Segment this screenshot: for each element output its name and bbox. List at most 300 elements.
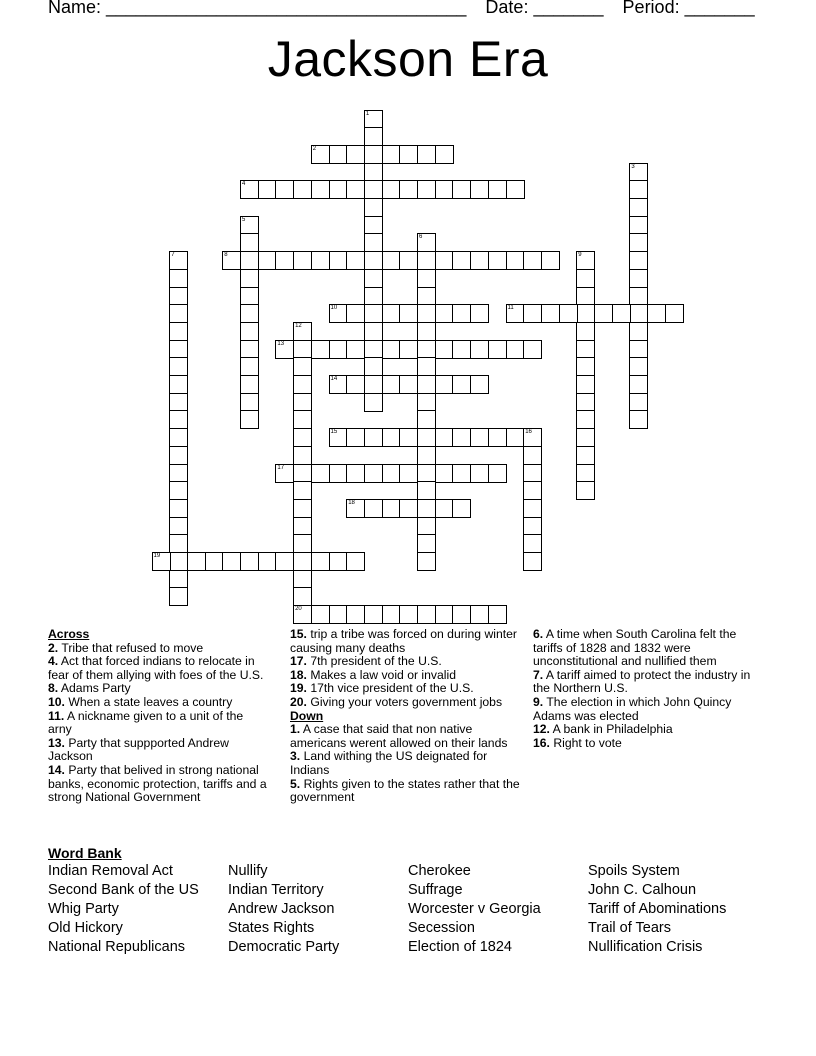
crossword-cell[interactable] bbox=[169, 570, 188, 589]
crossword-cell[interactable] bbox=[506, 251, 525, 270]
puzzle-title: Jackson Era bbox=[267, 31, 549, 87]
clue-number: 2 bbox=[312, 145, 317, 152]
crossword-cell[interactable] bbox=[169, 375, 188, 394]
crossword-cell[interactable] bbox=[541, 251, 560, 270]
crossword-cell[interactable] bbox=[364, 304, 383, 323]
crossword-cell[interactable] bbox=[523, 446, 542, 465]
crossword-cell[interactable] bbox=[258, 180, 277, 199]
crossword-cell[interactable] bbox=[364, 251, 383, 270]
crossword-cell[interactable] bbox=[523, 481, 542, 500]
crossword-cell[interactable] bbox=[452, 304, 471, 323]
clue-number: 6. bbox=[533, 627, 544, 641]
crossword-cell[interactable] bbox=[311, 340, 330, 359]
crossword-cell[interactable] bbox=[382, 251, 401, 270]
crossword-cell[interactable] bbox=[346, 145, 365, 164]
crossword-cell[interactable] bbox=[576, 393, 595, 412]
word-bank-heading: Word Bank bbox=[48, 845, 122, 861]
crossword-cell[interactable] bbox=[417, 287, 436, 306]
crossword-cell[interactable] bbox=[329, 145, 348, 164]
crossword-cell[interactable] bbox=[169, 287, 188, 306]
crossword-cell[interactable] bbox=[435, 428, 454, 447]
crossword-cell[interactable] bbox=[576, 428, 595, 447]
crossword-cell[interactable] bbox=[293, 446, 312, 465]
crossword-cell[interactable] bbox=[506, 304, 525, 323]
clue-text: A nickname given to a unit of the arny bbox=[48, 708, 244, 737]
crossword-cell[interactable] bbox=[382, 180, 401, 199]
crossword-cell[interactable] bbox=[629, 198, 648, 217]
crossword-cell[interactable] bbox=[169, 251, 188, 270]
crossword-cell[interactable] bbox=[576, 340, 595, 359]
crossword-cell[interactable] bbox=[417, 446, 436, 465]
crossword-cell[interactable] bbox=[364, 198, 383, 217]
crossword-cell[interactable] bbox=[346, 552, 365, 571]
clue-item bbox=[48, 682, 268, 696]
crossword-cell[interactable] bbox=[417, 393, 436, 412]
crossword-cell[interactable] bbox=[240, 393, 259, 412]
crossword-cell[interactable] bbox=[417, 145, 436, 164]
crossword-cell[interactable] bbox=[470, 340, 489, 359]
crossword-cell[interactable] bbox=[506, 428, 525, 447]
crossword-cell[interactable] bbox=[576, 304, 595, 323]
period-field[interactable]: Period: _______ bbox=[622, 0, 755, 17]
crossword-cell[interactable] bbox=[240, 375, 259, 394]
crossword-cell[interactable] bbox=[169, 517, 188, 536]
crossword-cell[interactable] bbox=[240, 287, 259, 306]
crossword-cell[interactable] bbox=[311, 180, 330, 199]
crossword-cell[interactable] bbox=[417, 357, 436, 376]
crossword-cell[interactable] bbox=[364, 499, 383, 518]
crossword-cell[interactable] bbox=[629, 393, 648, 412]
crossword-cell[interactable] bbox=[629, 304, 648, 323]
crossword-cell[interactable] bbox=[169, 446, 188, 465]
crossword-cell[interactable] bbox=[417, 340, 436, 359]
crossword-cell[interactable] bbox=[152, 552, 171, 571]
crossword-cell[interactable] bbox=[576, 481, 595, 500]
crossword-cell[interactable] bbox=[452, 180, 471, 199]
date-field[interactable]: Date: _______ bbox=[485, 0, 604, 17]
crossword-cell[interactable] bbox=[222, 251, 241, 270]
clue-item bbox=[533, 628, 765, 669]
crossword-cell[interactable] bbox=[435, 340, 454, 359]
clue-number: 9. bbox=[533, 694, 544, 709]
crossword-cell[interactable] bbox=[417, 464, 436, 483]
crossword-cell[interactable] bbox=[169, 464, 188, 483]
clue-number: 7. bbox=[533, 667, 544, 682]
crossword-cell[interactable] bbox=[240, 304, 259, 323]
word-bank-term: Tariff of Abominations bbox=[588, 901, 727, 917]
clue-text: 7th president of the U.S. bbox=[310, 654, 442, 669]
crossword-cell[interactable] bbox=[346, 605, 365, 624]
word-bank-term: States Rights bbox=[228, 920, 315, 936]
clue-item bbox=[48, 710, 268, 737]
crossword-cell[interactable] bbox=[293, 464, 312, 483]
word-bank-term: National Republicans bbox=[48, 939, 186, 955]
crossword-cell[interactable] bbox=[364, 233, 383, 252]
crossword-cell[interactable] bbox=[364, 216, 383, 235]
clue-text: A time when South Carolina felt the tariffs of 1828 and 1832 were unconstitutional and nullified them bbox=[533, 627, 737, 669]
crossword-cell[interactable] bbox=[488, 340, 507, 359]
crossword-cell[interactable] bbox=[240, 340, 259, 359]
crossword-cell[interactable] bbox=[382, 340, 401, 359]
clue-number: 11. bbox=[48, 708, 65, 723]
crossword-cell[interactable] bbox=[576, 269, 595, 288]
crossword-cell[interactable] bbox=[258, 552, 277, 571]
crossword-cell[interactable] bbox=[629, 251, 648, 270]
crossword-cell[interactable] bbox=[169, 481, 188, 500]
crossword-cell[interactable] bbox=[629, 357, 648, 376]
crossword-cell[interactable] bbox=[576, 357, 595, 376]
crossword-cell[interactable] bbox=[399, 605, 418, 624]
crossword-cell[interactable] bbox=[311, 464, 330, 483]
crossword-cell[interactable] bbox=[576, 446, 595, 465]
crossword-cell[interactable] bbox=[240, 216, 259, 235]
crossword-cell[interactable] bbox=[452, 251, 471, 270]
crossword-cell[interactable] bbox=[293, 393, 312, 412]
crossword-cell[interactable] bbox=[629, 216, 648, 235]
crossword-cell[interactable] bbox=[169, 499, 188, 518]
crossword-cell[interactable] bbox=[293, 605, 312, 624]
crossword-cell[interactable] bbox=[452, 340, 471, 359]
crossword-cell[interactable] bbox=[240, 552, 259, 571]
crossword-cell[interactable] bbox=[435, 499, 454, 518]
crossword-cell[interactable] bbox=[293, 570, 312, 589]
word-bank-term: Spoils System bbox=[588, 863, 680, 879]
crossword-cell[interactable] bbox=[417, 269, 436, 288]
crossword-cell[interactable] bbox=[169, 552, 188, 571]
crossword-cell[interactable] bbox=[169, 304, 188, 323]
crossword-cell[interactable] bbox=[399, 180, 418, 199]
crossword-cell[interactable] bbox=[523, 464, 542, 483]
clues-column-3 bbox=[533, 628, 765, 750]
word-bank-term: Indian Territory bbox=[228, 882, 324, 898]
crossword-cell[interactable] bbox=[559, 304, 578, 323]
crossword-cell[interactable] bbox=[417, 322, 436, 341]
crossword-cell[interactable] bbox=[452, 428, 471, 447]
clue-item bbox=[533, 696, 765, 723]
crossword-cell[interactable] bbox=[417, 233, 436, 252]
crossword-cell[interactable] bbox=[629, 375, 648, 394]
word-bank-term: Indian Removal Act bbox=[48, 863, 173, 879]
clue-number: 1. bbox=[290, 722, 301, 737]
clue-number: 20. bbox=[290, 694, 307, 709]
crossword-cell[interactable] bbox=[205, 552, 224, 571]
clue-number: 19 bbox=[153, 553, 161, 559]
crossword-cell[interactable] bbox=[169, 534, 188, 553]
crossword-cell[interactable] bbox=[169, 340, 188, 359]
crossword-cell[interactable] bbox=[523, 340, 542, 359]
clue-item bbox=[290, 682, 526, 696]
crossword-cell[interactable] bbox=[311, 552, 330, 571]
crossword-cell[interactable] bbox=[364, 287, 383, 306]
crossword-cell[interactable] bbox=[329, 464, 348, 483]
crossword-cell[interactable] bbox=[612, 304, 631, 323]
crossword-cell[interactable] bbox=[275, 552, 294, 571]
crossword-cell[interactable] bbox=[417, 428, 436, 447]
clue-text: 17th vice president of the U.S. bbox=[310, 681, 474, 696]
clue-number: 16. bbox=[533, 735, 550, 750]
crossword-cell[interactable] bbox=[576, 322, 595, 341]
crossword-cell[interactable] bbox=[169, 393, 188, 412]
clue-text: trip a tribe was forced on during winter causing many deaths bbox=[290, 627, 517, 655]
crossword-cell[interactable] bbox=[364, 393, 383, 412]
crossword-cell[interactable] bbox=[523, 304, 542, 323]
crossword-cell[interactable] bbox=[629, 233, 648, 252]
crossword-cell[interactable] bbox=[470, 251, 489, 270]
crossword-cell[interactable] bbox=[629, 410, 648, 429]
crossword-cell[interactable] bbox=[417, 304, 436, 323]
crossword-cell[interactable] bbox=[399, 464, 418, 483]
crossword-cell[interactable] bbox=[382, 464, 401, 483]
crossword-cell[interactable] bbox=[346, 304, 365, 323]
clue-text: Makes a law void or invalid bbox=[310, 667, 456, 682]
crossword-cell[interactable] bbox=[240, 233, 259, 252]
crossword-cell[interactable] bbox=[364, 322, 383, 341]
crossword-cell[interactable] bbox=[488, 180, 507, 199]
crossword-cell[interactable] bbox=[523, 517, 542, 536]
clue-number: 13 bbox=[277, 340, 285, 347]
word-bank-term: Secession bbox=[408, 920, 475, 936]
crossword-cell[interactable] bbox=[382, 375, 401, 394]
word-bank-term: Election of 1824 bbox=[408, 939, 512, 955]
crossword-cell[interactable] bbox=[346, 251, 365, 270]
crossword-cell[interactable] bbox=[364, 127, 383, 146]
crossword-cell[interactable] bbox=[417, 552, 436, 571]
clue-text: Giving your voters government jobs bbox=[310, 694, 503, 709]
crossword-cell[interactable] bbox=[523, 428, 542, 447]
clue-section-heading: Down bbox=[290, 708, 324, 723]
clue-item bbox=[533, 669, 765, 696]
crossword-cell[interactable] bbox=[364, 340, 383, 359]
crossword-cell[interactable] bbox=[293, 552, 312, 571]
crossword-cell[interactable] bbox=[470, 180, 489, 199]
crossword-cell[interactable] bbox=[169, 357, 188, 376]
crossword-cell[interactable] bbox=[240, 357, 259, 376]
crossword-cell[interactable] bbox=[293, 499, 312, 518]
crossword-cell[interactable] bbox=[435, 464, 454, 483]
crossword-cell[interactable] bbox=[169, 322, 188, 341]
crossword-cell[interactable] bbox=[329, 552, 348, 571]
crossword-cell[interactable] bbox=[399, 251, 418, 270]
crossword-cell[interactable] bbox=[470, 375, 489, 394]
crossword-cell[interactable] bbox=[417, 251, 436, 270]
crossword-cell[interactable] bbox=[169, 269, 188, 288]
clue-number: 18. bbox=[290, 667, 307, 682]
clue-item bbox=[48, 655, 268, 682]
crossword-cell[interactable] bbox=[364, 605, 383, 624]
crossword-cell[interactable] bbox=[523, 499, 542, 518]
crossword-cell[interactable] bbox=[346, 464, 365, 483]
crossword-cell[interactable] bbox=[346, 340, 365, 359]
crossword-cell[interactable] bbox=[399, 428, 418, 447]
crossword-cell[interactable] bbox=[293, 340, 312, 359]
clue-item bbox=[290, 655, 526, 669]
crossword-cell[interactable] bbox=[506, 340, 525, 359]
crossword-cell[interactable] bbox=[399, 145, 418, 164]
clue-number: 5. bbox=[290, 776, 301, 791]
clue-number: 3 bbox=[631, 163, 635, 170]
crossword-cell[interactable] bbox=[329, 340, 348, 359]
crossword-cell[interactable] bbox=[470, 304, 489, 323]
crossword-cell[interactable] bbox=[293, 517, 312, 536]
crossword-cell[interactable] bbox=[275, 251, 294, 270]
crossword-cell[interactable] bbox=[364, 428, 383, 447]
crossword-cell[interactable] bbox=[329, 180, 348, 199]
crossword-cell[interactable] bbox=[488, 605, 507, 624]
crossword-cell[interactable] bbox=[417, 180, 436, 199]
crossword-cell[interactable] bbox=[417, 410, 436, 429]
crossword-cell[interactable] bbox=[576, 287, 595, 306]
clue-text: Party that suppported Andrew Jackson bbox=[48, 735, 229, 764]
clue-number: 6 bbox=[419, 234, 423, 241]
crossword-cell[interactable] bbox=[364, 375, 383, 394]
crossword-cell[interactable] bbox=[364, 464, 383, 483]
crossword-cell[interactable] bbox=[364, 269, 383, 288]
crossword-cell[interactable] bbox=[452, 464, 471, 483]
crossword-cell[interactable] bbox=[541, 304, 560, 323]
clue-number: 15. bbox=[290, 627, 307, 641]
crossword-cell[interactable] bbox=[293, 410, 312, 429]
crossword-cell[interactable] bbox=[382, 145, 401, 164]
crossword-cell[interactable] bbox=[169, 587, 188, 606]
crossword-cell[interactable] bbox=[452, 605, 471, 624]
crossword-cell[interactable] bbox=[364, 180, 383, 199]
crossword-cell[interactable] bbox=[293, 375, 312, 394]
clue-number: 10 bbox=[330, 305, 338, 312]
crossword-cell[interactable] bbox=[382, 605, 401, 624]
crossword-cell[interactable] bbox=[576, 251, 595, 270]
crossword-cell[interactable] bbox=[364, 357, 383, 376]
crossword-cell[interactable] bbox=[293, 357, 312, 376]
crossword-cell[interactable] bbox=[435, 145, 454, 164]
crossword-cell[interactable] bbox=[240, 251, 259, 270]
crossword-cell[interactable] bbox=[629, 322, 648, 341]
crossword-cell[interactable] bbox=[576, 464, 595, 483]
crossword-cell[interactable] bbox=[293, 428, 312, 447]
crossword-cell[interactable] bbox=[222, 552, 241, 571]
crossword-cell[interactable] bbox=[275, 180, 294, 199]
crossword-cell[interactable] bbox=[293, 322, 312, 341]
crossword-cell[interactable] bbox=[506, 180, 525, 199]
clue-item bbox=[290, 628, 526, 655]
crossword-cell[interactable] bbox=[346, 428, 365, 447]
crossword-cell[interactable] bbox=[417, 499, 436, 518]
crossword-cell[interactable] bbox=[470, 428, 489, 447]
crossword-cell[interactable] bbox=[488, 251, 507, 270]
clue-number: 12. bbox=[533, 722, 550, 737]
crossword-cell[interactable] bbox=[169, 410, 188, 429]
crossword-cell[interactable] bbox=[311, 605, 330, 624]
crossword-cell[interactable] bbox=[187, 552, 206, 571]
crossword-cell[interactable] bbox=[382, 304, 401, 323]
crossword-cell[interactable] bbox=[275, 464, 294, 483]
crossword-cell[interactable] bbox=[346, 180, 365, 199]
clues-column-1 bbox=[48, 628, 268, 805]
crossword-cell[interactable] bbox=[523, 251, 542, 270]
crossword-cell[interactable] bbox=[647, 304, 666, 323]
crossword-cell[interactable] bbox=[435, 375, 454, 394]
crossword-cell[interactable] bbox=[169, 428, 188, 447]
crossword-cell[interactable] bbox=[417, 375, 436, 394]
crossword-cell[interactable] bbox=[240, 180, 259, 199]
crossword-cell[interactable] bbox=[576, 375, 595, 394]
crossword-cell[interactable] bbox=[364, 163, 383, 182]
crossword-cell[interactable] bbox=[629, 180, 648, 199]
crossword-cell[interactable] bbox=[399, 304, 418, 323]
crossword-cell[interactable] bbox=[435, 605, 454, 624]
crossword-cell[interactable] bbox=[435, 180, 454, 199]
crossword-cell[interactable] bbox=[417, 481, 436, 500]
crossword-cell[interactable] bbox=[629, 163, 648, 182]
clue-item bbox=[290, 750, 526, 777]
crossword-cell[interactable] bbox=[417, 534, 436, 553]
crossword-cell[interactable] bbox=[364, 145, 383, 164]
crossword-cell[interactable] bbox=[452, 375, 471, 394]
crossword-cell[interactable] bbox=[576, 410, 595, 429]
crossword-cell[interactable] bbox=[382, 428, 401, 447]
crossword-cell[interactable] bbox=[329, 605, 348, 624]
crossword-cell[interactable] bbox=[399, 375, 418, 394]
crossword-cell[interactable] bbox=[594, 304, 613, 323]
crossword-cell[interactable] bbox=[258, 251, 277, 270]
crossword-cell[interactable] bbox=[346, 499, 365, 518]
crossword-cell[interactable] bbox=[329, 304, 348, 323]
crossword-cell[interactable] bbox=[346, 375, 365, 394]
crossword-cell[interactable] bbox=[399, 499, 418, 518]
crossword-cell[interactable] bbox=[470, 464, 489, 483]
crossword-cell[interactable] bbox=[240, 269, 259, 288]
crossword-cell[interactable] bbox=[488, 464, 507, 483]
clue-number: 17 bbox=[277, 464, 285, 471]
crossword-cell[interactable] bbox=[293, 251, 312, 270]
crossword-cell[interactable] bbox=[240, 410, 259, 429]
crossword-cell[interactable] bbox=[293, 180, 312, 199]
crossword-cell[interactable] bbox=[417, 605, 436, 624]
clue-number: 14. bbox=[48, 762, 65, 777]
crossword-cell[interactable] bbox=[629, 340, 648, 359]
crossword-cell[interactable] bbox=[523, 552, 542, 571]
crossword-cell[interactable] bbox=[629, 269, 648, 288]
crossword-cell[interactable] bbox=[452, 499, 471, 518]
crossword-cell[interactable] bbox=[470, 605, 489, 624]
crossword-cell[interactable] bbox=[311, 251, 330, 270]
clue-text: Right to vote bbox=[553, 735, 622, 750]
crossword-cell[interactable] bbox=[329, 375, 348, 394]
crossword-cell[interactable] bbox=[435, 304, 454, 323]
crossword-cell[interactable] bbox=[435, 251, 454, 270]
crossword-cell[interactable] bbox=[293, 481, 312, 500]
clue-text: A bank in Philadelphia bbox=[552, 722, 673, 737]
crossword-cell[interactable] bbox=[382, 499, 401, 518]
crossword-cell[interactable] bbox=[417, 517, 436, 536]
crossword-cell[interactable] bbox=[275, 340, 294, 359]
crossword-cell[interactable] bbox=[399, 340, 418, 359]
crossword-cell[interactable] bbox=[523, 534, 542, 553]
clue-item bbox=[533, 737, 765, 751]
crossword-cell[interactable] bbox=[488, 428, 507, 447]
clue-text: Land withing the US deignated for Indians bbox=[290, 749, 488, 777]
crossword-cell[interactable] bbox=[240, 322, 259, 341]
crossword-cell[interactable] bbox=[364, 110, 383, 129]
crossword-cell[interactable] bbox=[293, 587, 312, 606]
crossword-cell[interactable] bbox=[629, 287, 648, 306]
crossword-cell[interactable] bbox=[665, 304, 684, 323]
clue-number: 5 bbox=[242, 216, 246, 223]
crossword-cell[interactable] bbox=[311, 145, 330, 164]
crossword-cell[interactable] bbox=[329, 251, 348, 270]
crossword-cell[interactable] bbox=[329, 428, 348, 447]
name-field[interactable]: Name: ____________________________________ bbox=[48, 0, 467, 17]
crossword-cell[interactable] bbox=[293, 534, 312, 553]
